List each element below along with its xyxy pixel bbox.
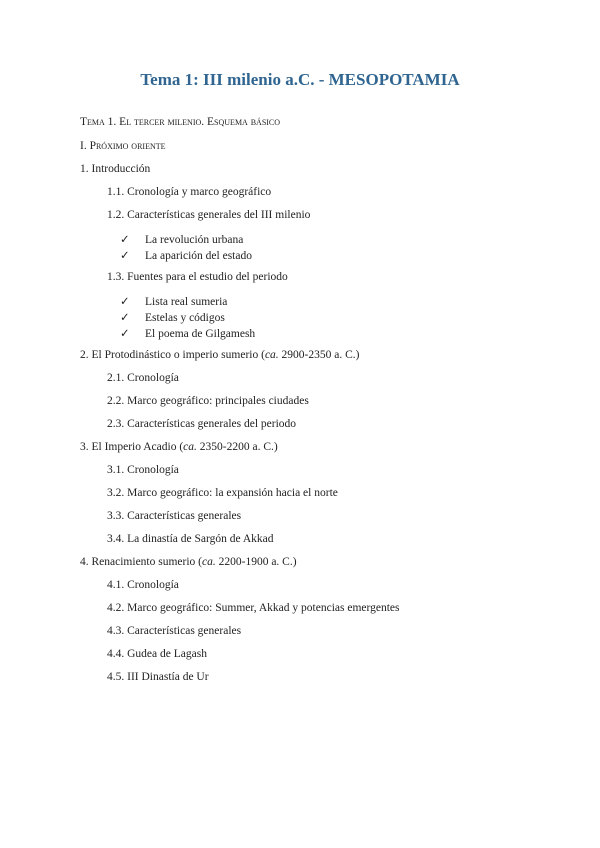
bullet-item: ✓ La aparición del estado — [120, 250, 252, 262]
outline-item: 3.2. Marco geográfico: la expansión hacia el norte — [107, 487, 338, 499]
checkmark-icon: ✓ — [120, 328, 130, 340]
bullet-item: ✓ La revolución urbana — [120, 234, 244, 246]
outline-item: 4.5. III Dinastía de Ur — [107, 671, 209, 683]
outline-item: 3. El Imperio Acadio (ca. 2350-2200 a. C.) — [80, 441, 278, 453]
outline-item: 3.4. La dinastía de Sargón de Akkad — [107, 533, 274, 545]
checkmark-icon: ✓ — [120, 296, 130, 308]
outline-item: 4.1. Cronología — [107, 579, 179, 591]
outline-item: 2. El Protodinástico o imperio sumerio (ca. 2900-2350 a. C.) — [80, 349, 360, 361]
outline-item: 4. Renacimiento sumerio (ca. 2200-1900 a. C.) — [80, 556, 297, 568]
outline-item: 4.3. Características generales — [107, 625, 242, 637]
section-heading: I. Próximo oriente — [80, 140, 166, 152]
bullet-item: ✓ Lista real sumeria — [120, 296, 228, 308]
outline-item: 2.3. Características generales del periodo — [107, 418, 297, 430]
outline-item: 3.1. Cronología — [107, 464, 179, 476]
checkmark-icon: ✓ — [120, 312, 130, 324]
outline-item: 2.2. Marco geográfico: principales ciudades — [107, 395, 309, 407]
checkmark-icon: ✓ — [120, 250, 130, 262]
outline-item: 1.2. Características generales del III milenio — [107, 209, 311, 221]
outline-item: 4.2. Marco geográfico: Summer, Akkad y potencias emergentes — [107, 602, 400, 614]
outline-item: 1. Introducción — [80, 163, 151, 175]
checkmark-icon: ✓ — [120, 234, 130, 246]
bullet-item: ✓ El poema de Gilgamesh — [120, 328, 256, 340]
outline-item: 3.3. Características generales — [107, 510, 242, 522]
outline-item: 4.4. Gudea de Lagash — [107, 648, 207, 660]
page-title: Tema 1: III milenio a.C. - MESOPOTAMIA — [140, 70, 460, 89]
bullet-item: ✓ Estelas y códigos — [120, 312, 225, 324]
outline-item: 1.1. Cronología y marco geográfico — [107, 186, 272, 198]
outline-item: 2.1. Cronología — [107, 372, 179, 384]
outline-heading: Tema 1. El tercer milenio. Esquema básico — [80, 116, 281, 128]
outline-item: 1.3. Fuentes para el estudio del periodo — [107, 271, 288, 283]
